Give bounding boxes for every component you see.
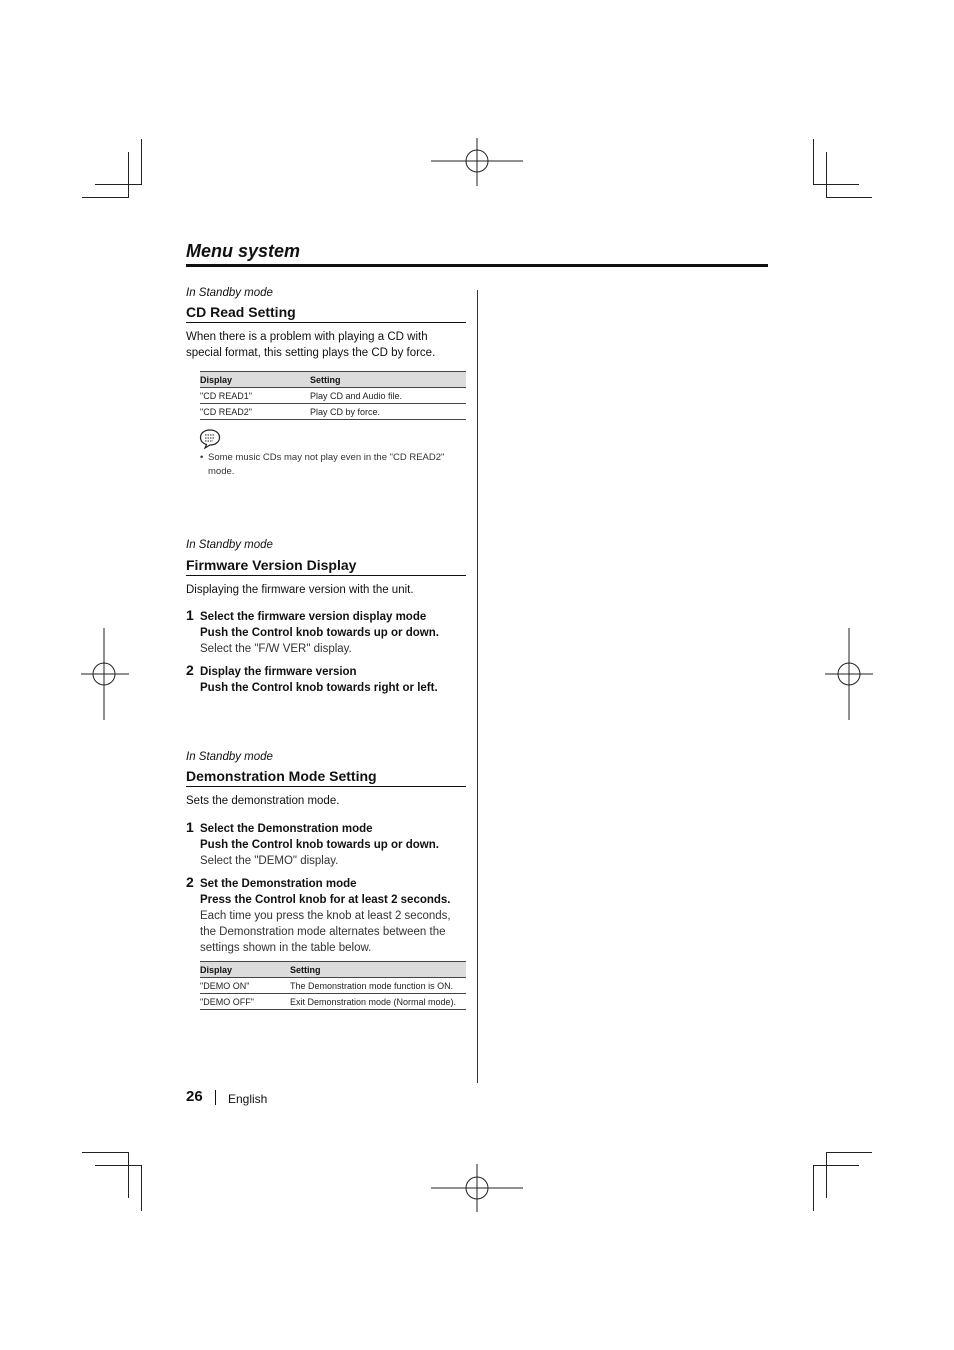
page-title: Menu system [186,241,301,261]
note-text: Some music CDs may not play even in the "CD READ2" mode. [208,452,445,477]
page-number: 26 [186,1088,203,1105]
step-title: Set the Demonstration mode [200,878,357,890]
section-intro: Displaying the firmware version with the unit. [186,584,414,596]
step-note: Select the "F/W VER" display. [200,643,352,655]
table-header: Display [200,962,290,978]
table-cell: Exit Demonstration mode (Normal mode). [290,994,466,1010]
table-header: Display [200,372,310,388]
step-title: Select the Demonstration mode [200,823,373,835]
mode-label: In Standby mode [186,539,273,551]
step-action: Press the Control knob for at least 2 seconds. [200,894,451,906]
table-header: Setting [310,372,466,388]
step-note: Select the "DEMO" display. [200,855,339,867]
table-cell: "CD READ1" [200,388,310,404]
section-heading-firmware: Firmware Version Display [186,557,466,576]
table-cell: "DEMO ON" [200,978,290,994]
table-cell: "CD READ2" [200,404,310,420]
registration-mark-right [825,628,873,720]
section-heading-cd-read: CD Read Setting [186,304,466,323]
step-note: Each time you press the knob at least 2 seconds, the Demonstration mode alternates between the settings shown in the table below. [200,910,451,954]
step-title: Display the firmware version [200,666,357,678]
step-action: Push the Control knob towards up or down. [200,839,439,851]
table-row [200,994,466,1010]
step-action: Push the Control knob towards up or down. [200,627,439,639]
mode-label: In Standby mode [186,751,273,763]
step-number: 1 [186,607,194,623]
table-cell: "DEMO OFF" [200,994,290,1010]
table-row [200,978,466,994]
registration-mark-top [431,138,523,186]
column-divider [477,290,478,1083]
step-title: Select the firmware version display mode [200,611,427,623]
section-intro: When there is a problem with playing a CD with special format, this setting plays the CD by force. [186,331,436,359]
table-row [200,388,466,404]
step-number: 2 [186,874,194,890]
table-cell: Play CD and Audio file. [310,388,466,404]
note-bubble-icon [199,429,221,449]
section-intro: Sets the demonstration mode. [186,795,340,807]
table-cell: The Demonstration mode function is ON. [290,978,466,994]
registration-mark-bottom [431,1164,523,1212]
registration-mark-left [81,628,129,720]
bullet: • [200,452,204,463]
step-number: 2 [186,662,194,678]
demo-mode-table [200,961,466,1010]
section-heading-demo: Demonstration Mode Setting [186,768,466,787]
title-rule [186,264,768,267]
step-number: 1 [186,819,194,835]
footer-separator [215,1090,216,1105]
table-cell: Play CD by force. [310,404,466,420]
cd-read-table [200,371,466,420]
page-language: English [228,1092,268,1106]
table-header: Setting [290,962,466,978]
mode-label: In Standby mode [186,287,273,299]
table-row [200,404,466,420]
step-action: Push the Control knob towards right or left. [200,682,438,694]
